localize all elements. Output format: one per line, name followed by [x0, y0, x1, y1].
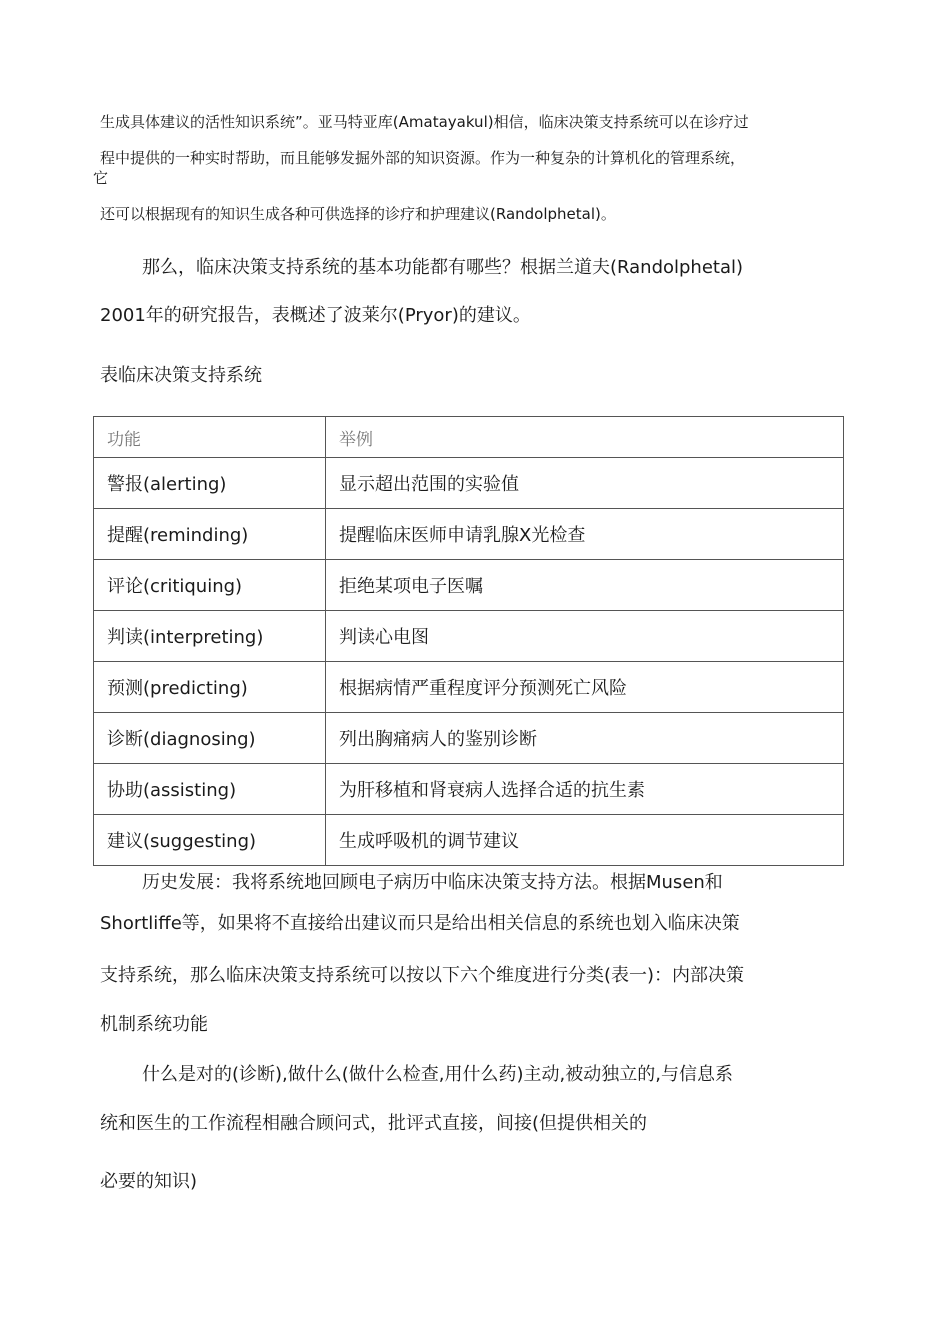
intro-line-1: 生成具体建议的活性知识系统”。亚马特亚库(Amatayakul)相信，临床决策支持系统可以在诊疗过 [100, 113, 749, 131]
table-row [94, 662, 844, 713]
intro-line-2-wrap: 它 [93, 169, 109, 187]
example-cell: 判读心电图 [326, 611, 844, 662]
function-cell: 判读(interpreting) [94, 611, 326, 662]
function-cell: 评论(critiquing) [94, 560, 326, 611]
function-cell: 诊断(diagnosing) [94, 713, 326, 764]
intro-line-3: 还可以根据现有的知识生成各种可供选择的诊疗和护理建议(Randolphetal)。 [100, 205, 616, 223]
header-cell-example: 举例 [326, 417, 844, 458]
paragraph-line: 什么是对的(诊断),做什么(做什么检查,用什么药)主动,被动独立的,与信息系 [142, 1064, 733, 1085]
table-caption: 表临床决策支持系统 [100, 365, 262, 386]
table-row [94, 611, 844, 662]
paragraph-line: 机制系统功能 [100, 1014, 208, 1035]
paragraph-line: 历史发展：我将系统地回顾电子病历中临床决策支持方法。根据Musen和 [142, 872, 723, 893]
paragraph-line: 必要的知识) [100, 1171, 198, 1192]
paragraph-line: Shortliffe等，如果将不直接给出建议而只是给出相关信息的系统也划入临床决策 [100, 913, 740, 934]
table-header-row [94, 417, 844, 458]
example-cell: 显示超出范围的实验值 [326, 458, 844, 509]
table-row [94, 764, 844, 815]
table-row [94, 509, 844, 560]
table-row [94, 815, 844, 866]
function-cell: 提醒(reminding) [94, 509, 326, 560]
function-cell: 警报(alerting) [94, 458, 326, 509]
paragraph-line: 统和医生的工作流程相融合顾问式，批评式直接，间接(但提供相关的 [100, 1113, 648, 1134]
intro-line-2: 程中提供的一种实时帮助，而且能够发掘外部的知识资源。作为一种复杂的计算机化的管理系统， [100, 149, 746, 167]
function-cell: 协助(assisting) [94, 764, 326, 815]
table-row [94, 713, 844, 764]
example-cell: 生成呼吸机的调节建议 [326, 815, 844, 866]
header-cell-function: 功能 [94, 417, 326, 458]
paragraph-line: 支持系统，那么临床决策支持系统可以按以下六个维度进行分类(表一)：内部决策 [100, 965, 745, 986]
example-cell: 提醒临床医师申请乳腺X光检查 [326, 509, 844, 560]
function-cell: 预测(predicting) [94, 662, 326, 713]
function-cell: 建议(suggesting) [94, 815, 326, 866]
table-row [94, 560, 844, 611]
example-cell: 为肝移植和肾衰病人选择合适的抗生素 [326, 764, 844, 815]
functions-table [93, 416, 844, 866]
example-cell: 列出胸痛病人的鉴别诊断 [326, 713, 844, 764]
example-cell: 根据病情严重程度评分预测死亡风险 [326, 662, 844, 713]
table-row [94, 458, 844, 509]
paragraph-line: 2001年的研究报告，表概述了波莱尔(Pryor)的建议。 [100, 305, 531, 326]
paragraph-line: 那么，临床决策支持系统的基本功能都有哪些？根据兰道夫(Randolphetal) [142, 257, 744, 278]
example-cell: 拒绝某项电子医嘱 [326, 560, 844, 611]
